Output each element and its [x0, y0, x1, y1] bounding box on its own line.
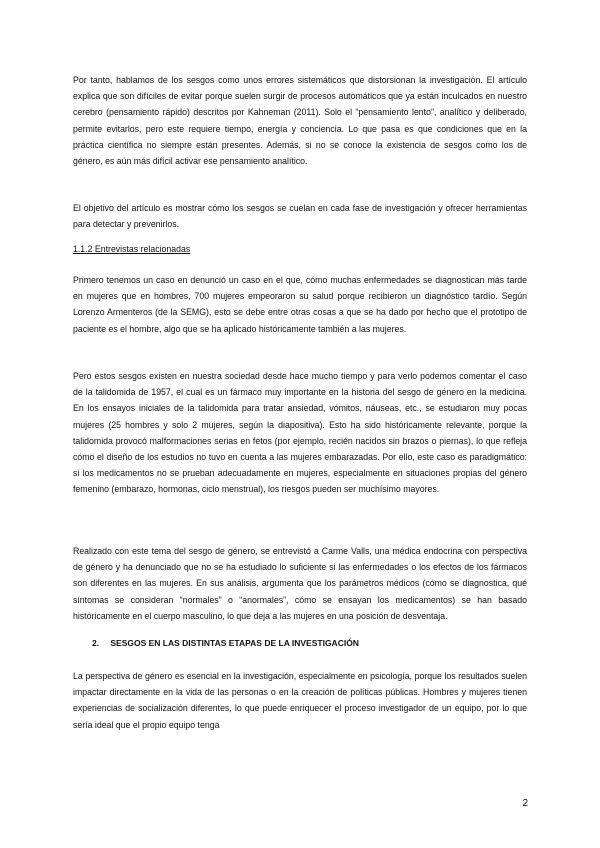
paragraph-text: El objetivo del artículo es mostrar cómo los sesgos se cuelan en cada fase de investigación y ofrecer herramientas para detectar y prevenirlos.	[73, 203, 527, 230]
paragraph-text: Pero estos sesgos existen en nuestra sociedad desde hace mucho tiempo y para verlo podemos comentar el caso de la talidomida de 1957, el cual es un fármaco muy importante en la historia del sesgo de género en la medicina. En los ensayos iniciales de la talidomida para tratar ansiedad, vómitos, náuseas, etc., se estudiaron muy pocas mujeres (25 hombres y solo 2 mujeres, según la diapositiva). Esto ha sido históricamente relevante, porque la talidomida provocó malformaciones serias en fetos (por ejemplo, recién nacidos sin brazos o piernas), lo que refleja cómo el diseño de los estudios no tuvo en cuenta a las mujeres embarazadas. Por ello, este caso es paradigmático: si los medicamentos no se prueban adecuadamente en mujeres, especialmente en situaciones propias del género femenino (embarazo, hormonas, ciclo menstrual), los riesgos pueden ser muchísimo mayores.	[73, 371, 527, 495]
paragraph-text: Por tanto, hablamos de los sesgos como unos errores sistemáticos que distorsionan la investigación. El artículo explica que son difíciles de evitar porque suelen surgir de procesos automáticos que ya están inculcados en nuestro cerebro (pensamiento rápido) descritos por Kahneman (2011). Solo el “pensamiento lento”, analítico y deliberado, permite evitarlos, pero este requiere tiempo, energía y conciencia. Lo que pasa es que condiciones que en la práctica científica no siempre están presentes. Además, si no se conoce la existencia de sesgos como los de género, es aún más difícil activar ese pensamiento analítico.	[73, 75, 527, 167]
section-number: 2.	[92, 638, 100, 648]
paragraph-sesgos-errores	[73, 72, 527, 169]
section-heading	[92, 636, 359, 650]
paragraph-perspectiva-genero	[73, 668, 527, 733]
subsection-heading: 1.1.2 Entrevistas relacionadas	[73, 244, 191, 254]
section-title: SESGOS EN LAS DISTINTAS ETAPAS DE LA INVESTIGACIÓN	[110, 638, 359, 648]
paragraph-text: La perspectiva de género es esencial en la investigación, especialmente en psicología, porque los resultados suelen impactar directamente en la vida de las personas o en la creación de políticas públicas. Hombres y mujeres tienen experiencias de socialización diferentes, lo que puede enriquecer el proceso investigador de un equipo, por lo que sería ideal que el propio equipo tenga	[73, 671, 527, 730]
page-number: 2	[522, 798, 528, 809]
paragraph-carme-valls	[73, 543, 527, 624]
paragraph-objetivo	[73, 200, 527, 232]
paragraph-text: Primero tenemos un caso en denunció un caso en el que, cómo muchas enfermedades se diagnostican más tarde en mujeres que en hombres, 700 mujeres empeoraron su salud porque recibieron un diagnóstico tardío. Según Lorenzo Armenteros (de la SEMG), esto se debe entre otras cosas a que se ha dado por hecho que el prototipo de paciente es el hombre, algo que se ha aplicado históricamente también a las mujeres.	[73, 275, 527, 334]
paragraph-caso-diagnostico	[73, 272, 527, 337]
paragraph-text: Realizado con este tema del sesgo de género, se entrevistó a Carme Valls, una médica endocrina con perspectiva de género y ha denunciado que no se ha estudiado lo suficiente si las enfermedades o los efectos de los fármacos son diferentes en las mujeres. En sus análisis, argumenta que los parámetros médicos (cómo se diagnostica, qué síntomas se consideran “normales” o “anormales”, cómo se ensayan los medicamentos) se han basado históricamente en el cuerpo masculino, lo que deja a las mujeres en una posición de desventaja.	[73, 546, 527, 621]
paragraph-talidomida	[73, 368, 527, 498]
